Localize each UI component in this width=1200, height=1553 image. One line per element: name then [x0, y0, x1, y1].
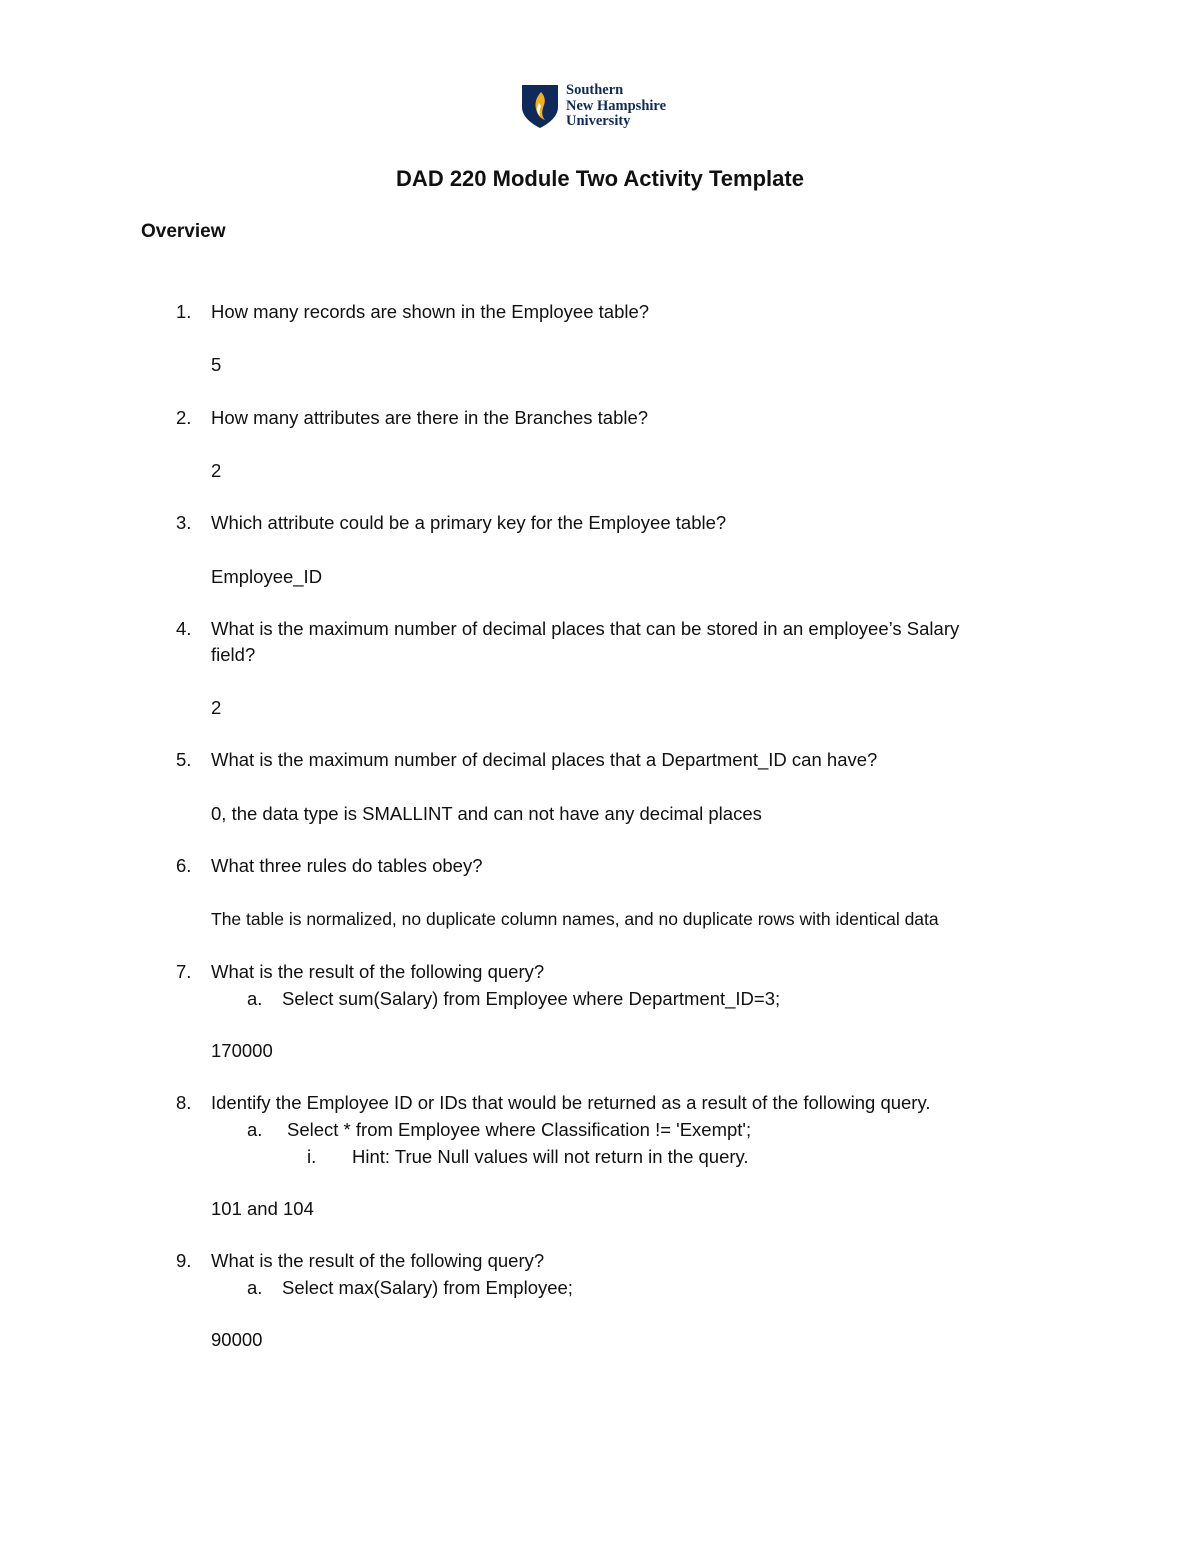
question-number: 6. — [176, 855, 192, 876]
question-number: 9. — [176, 1250, 192, 1271]
question-text-line-1: What is the maximum number of decimal places that can be stored in an employee’s Salary — [211, 618, 960, 639]
sub-item-text: Select * from Employee where Classification != 'Exempt'; — [287, 1119, 752, 1140]
university-logo — [520, 83, 690, 133]
question-text: Which attribute could be a primary key for the Employee table? — [211, 512, 727, 533]
sub-item-text: Select max(Salary) from Employee; — [282, 1277, 573, 1298]
question-text: What is the result of the following query? — [211, 961, 545, 982]
question-text: What is the result of the following query? — [211, 1250, 545, 1271]
logo-line-3: University — [566, 113, 631, 129]
answer-text: The table is normalized, no duplicate column names, and no duplicate rows with identical data — [211, 909, 939, 929]
question-number: 5. — [176, 749, 192, 770]
answer-text: 5 — [211, 354, 222, 375]
question-text: What three rules do tables obey? — [211, 855, 483, 876]
answer-text: 90000 — [211, 1329, 263, 1350]
logo-line-2: New Hampshire — [566, 97, 667, 114]
answer-text: 0, the data type is SMALLINT and can not have any decimal places — [211, 803, 762, 824]
sub-item-text: Select sum(Salary) from Employee where Department_ID=3; — [282, 988, 781, 1009]
sub-item-letter: a. — [247, 1119, 263, 1140]
question-number: 8. — [176, 1092, 192, 1113]
document-title: DAD 220 Module Two Activity Template — [396, 166, 804, 191]
section-heading: Overview — [141, 221, 226, 242]
sub-sub-item-text: Hint: True Null values will not return in the query. — [352, 1146, 749, 1167]
question-text: How many attributes are there in the Branches table? — [211, 407, 649, 428]
answer-text: 2 — [211, 697, 222, 718]
question-text-line-2: field? — [211, 644, 256, 665]
question-text: Identify the Employee ID or IDs that would be returned as a result of the following query. — [211, 1092, 931, 1113]
answer-text: Employee_ID — [211, 566, 323, 587]
question-number: 1. — [176, 301, 192, 322]
logo-line-1: Southern — [566, 82, 624, 98]
answer-text: 2 — [211, 460, 222, 481]
shield-flame-icon — [520, 83, 560, 129]
question-text: How many records are shown in the Employee table? — [211, 301, 650, 322]
question-number: 2. — [176, 407, 192, 428]
sub-item-letter: a. — [247, 988, 263, 1009]
question-number: 3. — [176, 512, 192, 533]
answer-text: 170000 — [211, 1040, 273, 1061]
question-number: 4. — [176, 618, 192, 639]
question-text: What is the maximum number of decimal places that a Department_ID can have? — [211, 749, 878, 770]
question-number: 7. — [176, 961, 192, 982]
sub-item-letter: a. — [247, 1277, 263, 1298]
sub-sub-item-letter: i. — [307, 1146, 317, 1167]
answer-text: 101 and 104 — [211, 1198, 314, 1219]
